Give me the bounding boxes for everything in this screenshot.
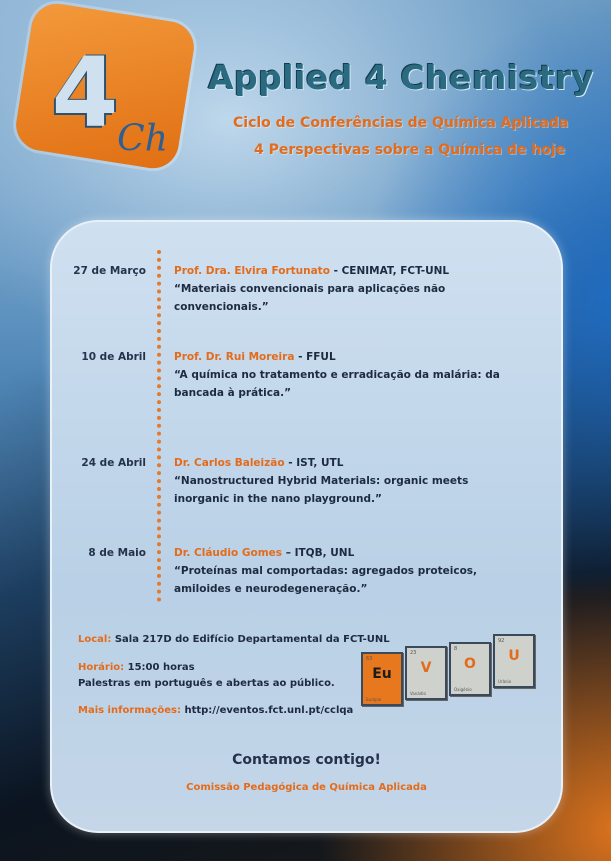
tile-number: 8 [454,646,458,652]
talk-title: “Proteínas mal comportadas: agregados proteicos, amiloides e neurodegeneração.” [174,565,478,595]
location-value: Sala 217D do Edifício Departamental da FCT-UNL [111,634,390,645]
page-title: Applied 4 Chemistry [208,58,594,97]
tile-number: 23 [410,650,417,656]
element-tile-eu [361,652,403,706]
talk-title: “A química no tratamento e erradicação da malária: da bancada à prática.” [174,369,500,399]
more-info-link[interactable]: http://eventos.fct.unl.pt/cclqa [180,705,354,716]
event-body [174,262,524,316]
timeline-divider [157,250,161,602]
speaker-name: Prof. Dra. Elvira Fortunato [174,265,330,277]
speaker-name: Dr. Cláudio Gomes [174,547,283,559]
location-label: Local: [78,634,112,645]
element-tile-o [449,642,491,696]
tile-number: 63 [366,656,373,662]
logo [12,0,197,172]
speaker-affiliation: - FFUL [294,351,336,363]
tile-symbol: U [508,648,520,664]
element-tile-u [493,634,535,688]
element-tiles [361,634,541,706]
tile-symbol: V [420,660,432,676]
event-body [174,544,524,598]
time-value: 15:00 horas [124,662,195,673]
tile-element-name: Oxigénio [454,687,472,692]
location-line [78,634,390,645]
tile-element-name: Urânio [498,679,512,684]
languages-line: Palestras em português e abertas ao público. [78,678,335,689]
tile-element-name: Vanádio [410,691,426,696]
event-body [174,348,524,402]
committee-signature: Comissão Pedagógica de Química Aplicada [186,782,427,793]
element-tile-v [405,646,447,700]
closing-message: Contamos contigo! [232,752,381,768]
more-info-line [78,705,353,716]
schedule-time-line [78,662,195,673]
tile-symbol: Eu [372,666,392,682]
subtitle-line1: Ciclo de Conferências de Química Aplicada [233,115,569,131]
event-date: 24 de Abril [81,457,146,469]
speaker-name: Dr. Carlos Baleizão [174,457,285,469]
event-date: 10 de Abril [81,351,146,363]
tile-symbol: O [464,656,476,672]
speaker-affiliation: - IST, UTL [284,457,344,469]
more-info-label: Mais informações: [78,705,181,716]
tile-element-name: Európio [366,697,382,702]
talk-title: “Nanostructured Hybrid Materials: organic meets inorganic in the nano playground.” [174,475,469,505]
speaker-affiliation: – ITQB, UNL [282,547,355,559]
tile-number: 92 [498,638,505,644]
speaker-affiliation: - CENIMAT, FCT-UNL [329,265,450,277]
subtitle-line2: 4 Perspectivas sobre a Química de hoje [254,142,566,158]
event-body [174,454,524,508]
time-label: Horário: [78,662,125,673]
schedule-panel [50,220,563,833]
event-date: 27 de Março [73,265,146,277]
logo-subscript: Ch [117,118,168,160]
logo-number: 4 [51,36,119,149]
talk-title: “Materiais convencionais para aplicações não convencionais.” [174,283,446,313]
speaker-name: Prof. Dr. Rui Moreira [174,351,295,363]
event-date: 8 de Maio [88,547,146,559]
